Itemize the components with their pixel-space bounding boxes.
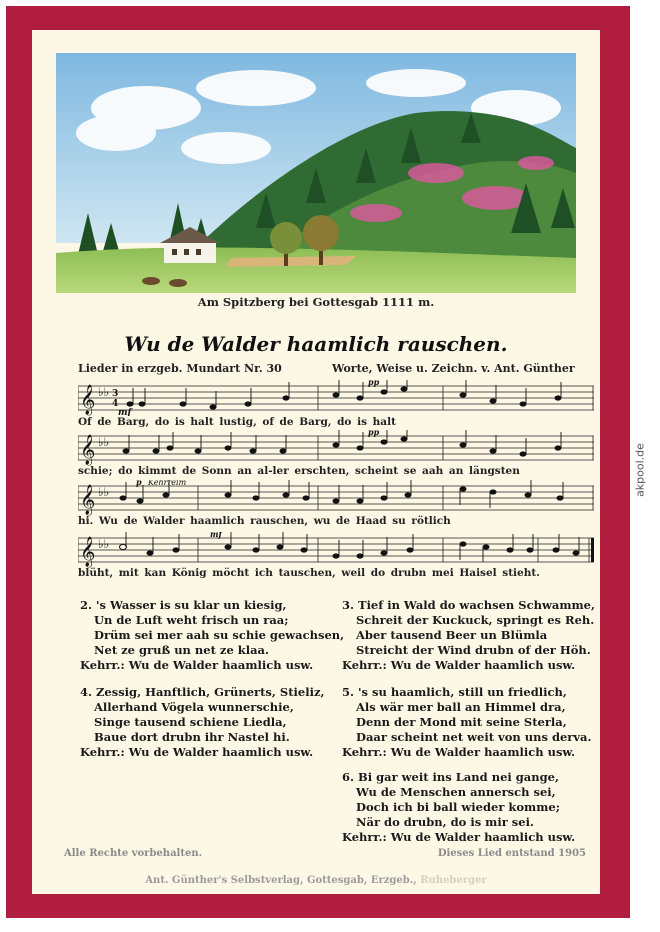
verse-line: Singe tausend schiene Liedla, — [94, 715, 287, 729]
rights-notice: Alle Rechte vorbehalten. — [64, 848, 203, 859]
verse-3 — [342, 598, 595, 673]
verse-2 — [80, 598, 344, 673]
verse-line: Net ze gruß un net ze klaa. — [94, 643, 270, 657]
svg-text:♭♭: ♭♭ — [98, 485, 110, 499]
postcard — [32, 30, 600, 894]
music-staff-1 — [78, 380, 594, 416]
publisher-faded-word: Ruheberger — [420, 875, 487, 886]
verse-line: Denn der Mond mit seine Sterla, — [356, 715, 567, 729]
song-credits: Worte, Weise u. Zeichn. v. Ant. Günther — [332, 362, 575, 375]
verse-line: Schreit der Kuckuck, springt es Reh. — [356, 613, 595, 627]
verse-line: 2. 's Wasser is su klar un kiesig, — [80, 598, 287, 612]
verse-line: 5. 's su haamlich, still un friedlich, — [342, 685, 567, 699]
music-staff-2 — [78, 430, 594, 466]
verse-5 — [342, 685, 592, 760]
landscape-illustration — [56, 53, 576, 293]
svg-text:𝄞: 𝄞 — [80, 537, 96, 567]
verse-line: Un de Luft weht frisch un raa; — [94, 613, 289, 627]
dynamic-p: p — [136, 480, 142, 487]
svg-text:4: 4 — [112, 399, 119, 409]
watermark-text: akpool.de — [633, 443, 647, 497]
song-series-number: Lieder in erzgeb. Mundart Nr. 30 — [78, 362, 282, 375]
verse-line: Baue dort drubn ihr Nastel hi. — [94, 730, 290, 744]
verse-line: Als wär mer ball an Himmel dra, — [356, 700, 566, 714]
lyric-line-3: hi. Wu de Walder haamlich rauschen, wu de Haad su rötlich — [78, 515, 451, 527]
dynamic-mf-1: mf — [118, 408, 132, 416]
verse-line: Drüm sei mer aah su schie gewachsen, — [94, 628, 345, 642]
lyric-line-2: schie; do kimmt de Sonn an al-ler erschten, scheint se aah an längsten — [78, 465, 520, 477]
publisher-name: Ant. Günther's Selbstverlag, Gottesgab, Erzgeb., — [145, 875, 417, 886]
verse-line: Allerhand Vögela wunnerschie, — [94, 700, 294, 714]
music-staff-4 — [78, 532, 594, 568]
verse-line: Wu de Menschen annersch sei, — [356, 785, 556, 799]
svg-text:♭♭: ♭♭ — [98, 537, 110, 551]
svg-text:𝄞: 𝄞 — [80, 385, 96, 415]
verse-6 — [342, 770, 575, 845]
lyric-line-1: Of de Barg, do is halt lustig, of de Barg, do is halt — [78, 416, 396, 428]
verse-4 — [80, 685, 324, 760]
verse-refrain: Kehrr.: Wu de Walder haamlich usw. — [342, 658, 576, 672]
verse-line: Daar scheint net weit von uns derva. — [356, 730, 592, 744]
publisher-line — [32, 875, 600, 886]
dynamic-pp-2: pp — [368, 430, 380, 437]
verse-line: Streicht der Wind drubn of der Höh. — [356, 643, 591, 657]
svg-text:𝄞: 𝄞 — [80, 435, 96, 465]
verse-line: 3. Tief in Wald do wachsen Schwamme, — [342, 598, 595, 612]
dynamic-mf-2: mf — [210, 532, 222, 539]
verse-line: Aber tausend Beer un Blümla — [356, 628, 548, 642]
svg-text:♭♭: ♭♭ — [98, 435, 110, 449]
lyric-line-4: blüht, mit kan König möcht ich tauschen, weil do drubn mei Haisel stieht. — [78, 567, 540, 579]
svg-text:𝄞: 𝄞 — [80, 485, 96, 515]
music-staff-3 — [78, 480, 594, 516]
illustration-caption: Am Spitzberg bei Gottesgab 1111 m. — [197, 295, 435, 309]
song-title: Wu de Walder haamlich rauschen. — [124, 332, 508, 356]
refrain-marker: Kehrreim — [148, 480, 187, 487]
verse-refrain: Kehrr.: Wu de Walder haamlich usw. — [80, 745, 314, 759]
verse-refrain: Kehrr.: Wu de Walder haamlich usw. — [342, 830, 576, 844]
verse-line: 4. Zessig, Hanftlich, Grünerts, Stieliz, — [80, 685, 325, 699]
verse-line: När do drubn, do is mir sei. — [356, 815, 534, 829]
verse-refrain: Kehrr.: Wu de Walder haamlich usw. — [80, 658, 314, 672]
verse-line: Doch ich bi ball wieder komme; — [356, 800, 560, 814]
origin-note: Dieses Lied entstand 1905 — [437, 848, 586, 859]
side-watermark — [632, 0, 648, 932]
svg-text:♭♭: ♭♭ — [98, 385, 110, 399]
svg-text:3: 3 — [112, 389, 119, 399]
verse-refrain: Kehrr.: Wu de Walder haamlich usw. — [342, 745, 576, 759]
dynamic-pp-1: pp — [368, 380, 380, 387]
verse-line: 6. Bi gar weit ins Land nei gange, — [342, 770, 559, 784]
